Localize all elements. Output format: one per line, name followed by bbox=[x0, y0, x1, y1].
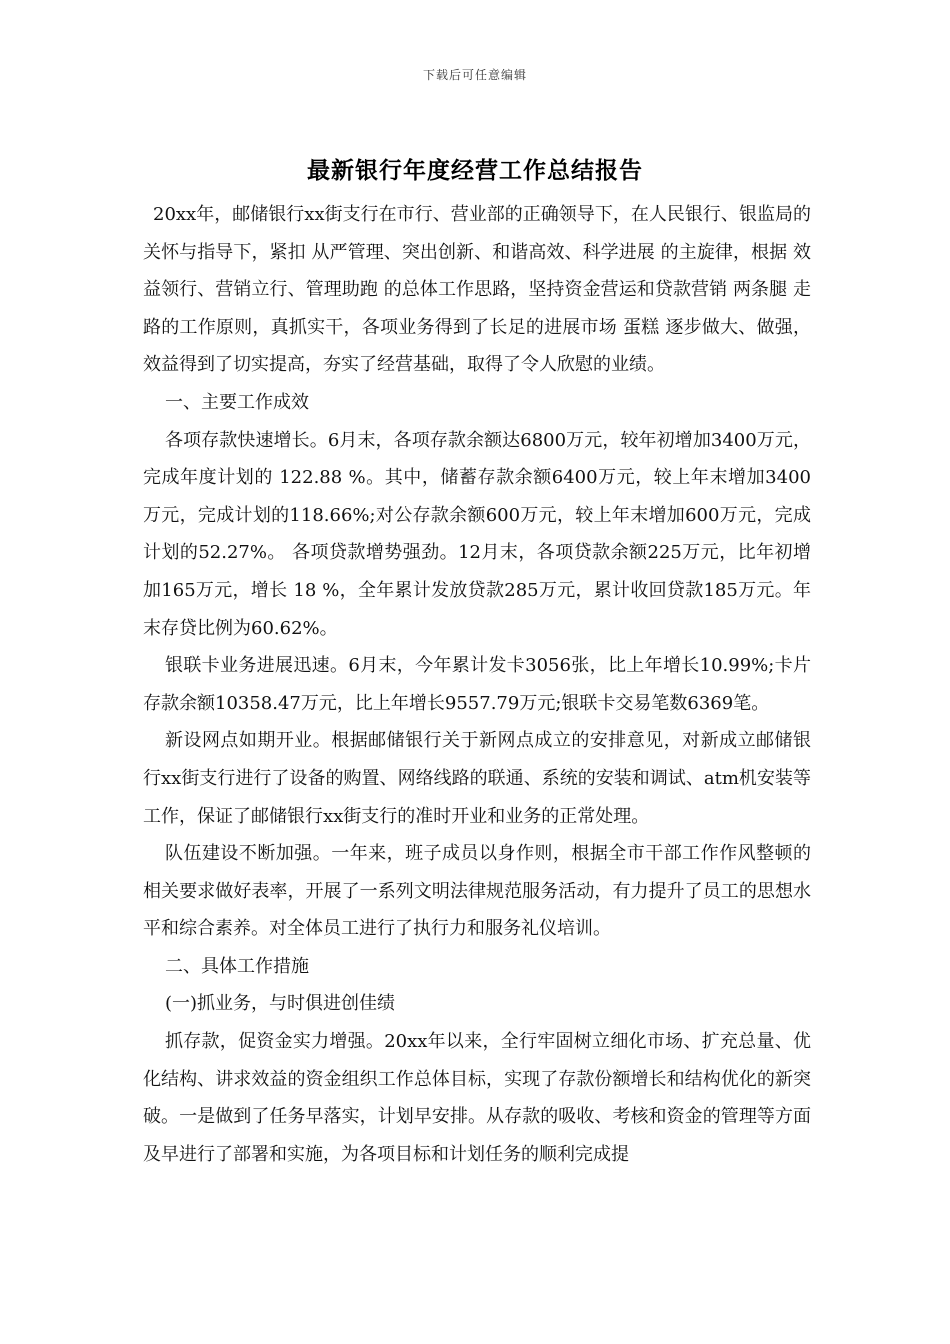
paragraph-new-branch: 新设网点如期开业。根据邮储银行关于新网点成立的安排意见，对新成立邮储银行xx街支行进行了设备的购置、网络线路的联通、系统的安装和调试、atm机安装等工作，保证了邮储银行xx街支行的准时开业和业务的正常处理。 bbox=[143, 730, 811, 827]
section-heading-2: 二、具体工作措施 bbox=[165, 955, 309, 977]
paragraph-deposit-strategy: 抓存款，促资金实力增强。20xx年以来，全行牢固树立细化市场、扩充总量、优化结构、讲求效益的资金组织工作总体目标，实现了存款份额增长和结构优化的新突破。一是做到了任务早落实，计划早安排。从存款的吸收、考核和资金的管理等方面及早进行了部署和实施，为各项目标和计划任务的顺利完成提 bbox=[143, 1031, 811, 1165]
paragraph-unionpay-card: 银联卡业务进展迅速。6月末，今年累计发卡3056张，比上年增长10.99%;卡片存款余额10358.47万元，比上年增长9557.79万元;银联卡交易笔数6369笔。 bbox=[143, 655, 811, 714]
paragraph-deposits-loans: 各项存款快速增长。6月末，各项存款余额达6800万元，较年初增加3400万元，完成年度计划的 122.88 %。其中，储蓄存款余额6400万元，较上年末增加3400万元，完成计划的118.66%;对公存款余额600万元，较上年末增加600万元，完成计划的52.27%。 各项贷款增势强劲。12月末，各项贷款余额225万元，比年初增加165万元，增长 18 %，全年累计发放贷款285万元，累计收回贷款185万元。年末存贷比例为60.62%。 bbox=[143, 429, 811, 639]
paragraph-team-building: 队伍建设不断加强。一年来，班子成员以身作则，根据全市干部工作作风整顿的相关要求做好表率，开展了一系列文明法律规范服务活动，有力提升了员工的思想水平和综合素养。对全体员工进行了执行力和服务礼仪培训。 bbox=[143, 843, 811, 940]
section-heading-1: 一、主要工作成效 bbox=[165, 391, 309, 413]
paragraph-intro: 20xx年，邮储银行xx街支行在市行、营业部的正确领导下，在人民银行、银监局的关怀与指导下，紧扣 从严管理、突出创新、和谐高效、科学进展 的主旋律，根据 效益领行、营销立行、管理助跑 的总体工作思路，坚持资金营运和贷款营销 两条腿 走路的工作原则，真抓实干，各项业务得到了长足的进展市场 蛋糕 逐步做大、做强，效益得到了切实提高，夯实了经营基础，取得了令人欣慰的业绩。 bbox=[143, 204, 811, 376]
document-body bbox=[143, 196, 811, 1173]
header-note: 下载后可任意编辑 bbox=[422, 68, 527, 82]
subsection-heading-1: (一)抓业务，与时俱进创佳绩 bbox=[165, 993, 396, 1015]
page-title: 最新银行年度经营工作总结报告 bbox=[307, 157, 643, 184]
